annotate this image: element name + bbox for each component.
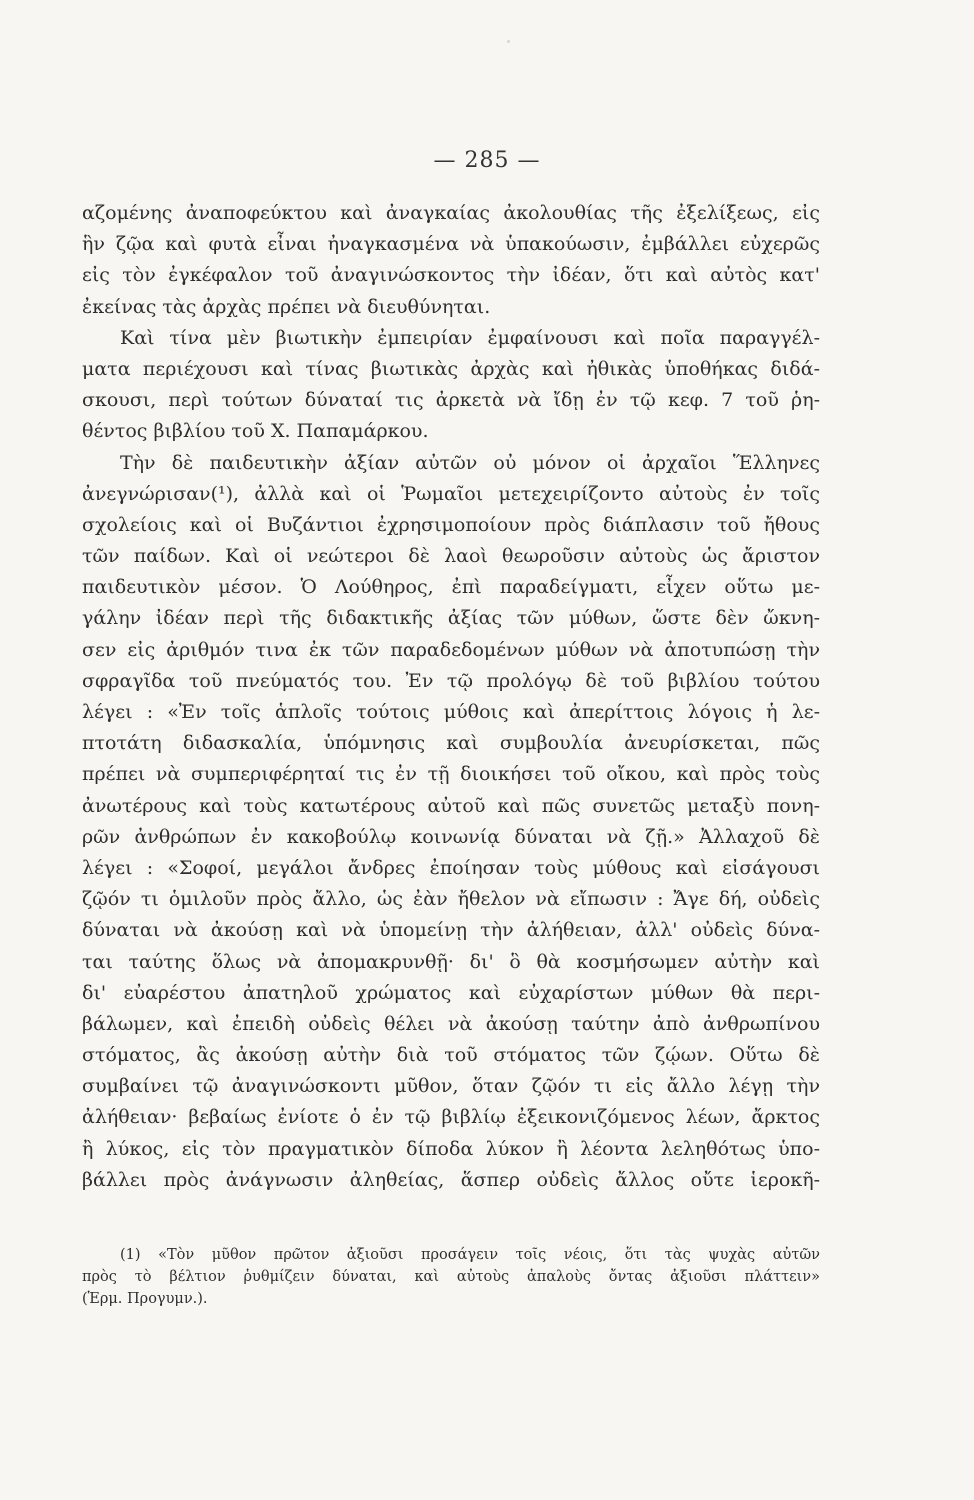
text-line: εἰς τὸν ἐγκέφαλον τοῦ ἀναγινώσκοντος τὴν ἰδέαν, ὅτι καὶ αὐτὸς κατ' (82, 264, 820, 287)
text-line: συμβαίνει τῷ ἀναγινώσκοντι μῦθον, ὅταν ζῷόν τι εἰς ἄλλο λέγῃ τὴν (82, 1075, 820, 1098)
text-line: ζῷόν τι ὁμιλοῦν πρὸς ἄλλο, ὡς ἐὰν ἤθελον νὰ εἴπωσιν : Ἄγε δή, οὐδεὶς (82, 888, 820, 911)
text-line: ἀλήθειαν· βεβαίως ἐνίοτε ὁ ἐν τῷ βιβλίῳ ἐξεικονιζόμενος λέων, ἄρκτος (82, 1106, 820, 1129)
footnote-line: (Ἑρμ. Προγυμν.). (82, 1291, 208, 1307)
text-line: αζομένης ἀναποφεύκτου καὶ ἀναγκαίας ἀκολουθίας τῆς ἐξελίξεως, εἰς (82, 202, 820, 224)
text-line: παιδευτικὸν μέσον. Ὁ Λούθηρος, ἐπὶ παραδείγματι, εἶχεν οὕτω με- (82, 576, 820, 599)
text-line: θέντος βιβλίου τοῦ Χ. Παπαμάρκου. (82, 420, 429, 443)
text-line: βάλλει πρὸς ἀνάγνωσιν ἀληθείας, ἅσπερ οὐδεὶς ἄλλος οὔτε ἱεροκῆ- (82, 1168, 820, 1191)
text-line: γάλην ἰδέαν περὶ τῆς διδακτικῆς ἀξίας τῶν μύθων, ὥστε δὲν ὤκνη- (82, 607, 820, 630)
text-line: Τὴν δὲ παιδευτικὴν ἀξίαν αὐτῶν οὐ μόνον οἱ ἀρχαῖοι Ἕλληνες (120, 451, 820, 474)
footnote-line: πρὸς τὸ βέλτιον ῥυθμίζειν δύναται, καὶ αὐτοὺς ἀπαλοὺς ὄντας ἀξιοῦσι πλάττειν» (82, 1269, 820, 1285)
text-line: ἢ λύκος, εἰς τὸν πραγματικὸν δίποδα λύκον ἢ λέοντα λεληθότως ὑπο- (82, 1137, 820, 1160)
footnote (82, 1244, 820, 1310)
text-line: λέγει : «Σοφοί, μεγάλοι ἄνδρες ἐποίησαν τοὺς μύθους καὶ εἰσάγουσι (82, 856, 820, 879)
text-line: σκουσι, περὶ τούτων δύναταί τις ἀρκετὰ νὰ ἴδῃ ἐν τῷ κεφ. 7 τοῦ ῥη- (82, 389, 820, 412)
text-line: ἀνεγνώρισαν(¹), ἀλλὰ καὶ οἱ Ῥωμαῖοι μετεχειρίζοντο αὐτοὺς ἐν τοῖς (82, 482, 820, 505)
text-line: σχολείοις καὶ οἱ Βυζάντιοι ἐχρησιμοποίουν πρὸς διάπλασιν τοῦ ἤθους (82, 513, 820, 536)
text-line: στόματος, ἂς ἀκούσῃ αὐτὴν διὰ τοῦ στόματος τῶν ζῴων. Οὕτω δὲ (82, 1044, 820, 1067)
text-line: ἣν ζῷα καὶ φυτὰ εἶναι ἠναγκασμένα νὰ ὑπακούωσιν, ἐμβάλλει εὐχερῶς (82, 233, 820, 256)
footnote-line: (1) «Τὸν μῦθον πρῶτον ἀξιοῦσι προσάγειν τοῖς νέοις, ὅτι τὰς ψυχὰς αὐτῶν (120, 1247, 820, 1263)
text-line: πρέπει νὰ συμπεριφέρηταί τις ἐν τῇ διοικήσει τοῦ οἴκου, καὶ πρὸς τοὺς (82, 763, 820, 786)
text-line: ται ταύτης ὅλως νὰ ἀπομακρυνθῇ· δι' ὃ θὰ κοσμήσωμεν αὐτὴν καὶ (82, 950, 820, 973)
text-line: δι' εὐαρέστου ἀπατηλοῦ χρώματος καὶ εὐχαρίστων μύθων θὰ περι- (82, 981, 820, 1004)
text-line: βάλωμεν, καὶ ἐπειδὴ οὐδεὶς θέλει νὰ ἀκούσῃ ταύτην ἀπὸ ἀνθρωπίνου (82, 1012, 820, 1035)
paper-speck (507, 40, 510, 43)
text-line: ρῶν ἀνθρώπων ἐν κακοβούλῳ κοινωνίᾳ δύναται νὰ ζῇ.» Ἀλλαχοῦ δὲ (82, 825, 820, 848)
text-line: ματα περιέχουσι καὶ τίνας βιωτικὰς ἀρχὰς καὶ ἠθικὰς ὑποθήκας διδά- (82, 357, 820, 380)
text-line: λέγει : «Ἐν τοῖς ἁπλοῖς τούτοις μύθοις καὶ ἀπερίττοις λόγοις ἡ λε- (82, 701, 820, 723)
text-line: σεν εἰς ἀριθμόν τινα ἐκ τῶν παραδεδομένων μύθων νὰ ἀποτυπώσῃ τὴν (82, 638, 820, 661)
text-line: σφραγῖδα τοῦ πνεύματός του. Ἐν τῷ προλόγῳ δὲ τοῦ βιβλίου τούτου (82, 669, 820, 692)
text-line: πτοτάτη διδασκαλία, ὑπόμνησις καὶ συμβουλία ἀνευρίσκεται, πῶς (82, 732, 820, 755)
page-number: — 285 — (433, 148, 541, 173)
text-line: ἀνωτέρους καὶ τοὺς κατωτέρους αὐτοῦ καὶ πῶς συνετῶς μεταξὺ πονη- (82, 794, 820, 817)
body-text (82, 198, 820, 1196)
text-line: ἐκείνας τὰς ἀρχὰς πρέπει νὰ διευθύνηται. (82, 295, 491, 318)
text-line: Καὶ τίνα μὲν βιωτικὴν ἐμπειρίαν ἐμφαίνουσι καὶ ποῖα παραγγέλ- (120, 326, 820, 349)
text-line: τῶν παίδων. Καὶ οἱ νεώτεροι δὲ λαοὶ θεωροῦσιν αὐτοὺς ὡς ἄριστον (82, 545, 820, 568)
text-line: δύναται νὰ ἀκούσῃ καὶ νὰ ὑπομείνῃ τὴν ἀλήθειαν, ἀλλ' οὐδεὶς δύνα- (82, 919, 820, 942)
